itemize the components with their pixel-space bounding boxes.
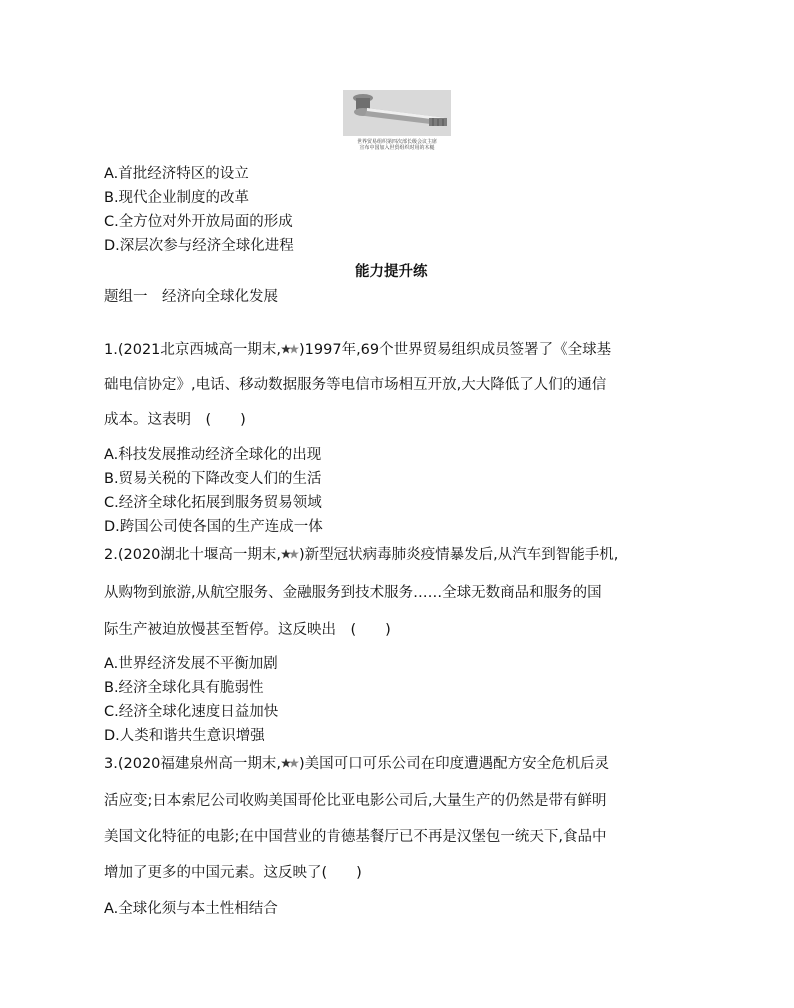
prev-option-d: D.深层次参与经济全球化进程: [104, 238, 294, 254]
gavel-photo: [343, 90, 451, 136]
question-3-text-1: )美国可口可乐公司在印度遭遇配方安全危机后灵: [299, 756, 610, 772]
question-1-option-d: D.跨国公司使各国的生产连成一体: [104, 519, 323, 535]
figure-caption: 世界贸易组织第四次部长级会议主席 宣布中国加入世贸组织时用的木槌: [356, 139, 437, 151]
question-2-option-b: B.经济全球化具有脆弱性: [104, 680, 264, 696]
prev-option-c: C.全方位对外开放局面的形成: [104, 214, 293, 230]
gavel-figure: [343, 90, 451, 158]
question-2-option-d: D.人类和谐共生意识增强: [104, 728, 265, 744]
question-3-line-4: 增加了更多的中国元素。这反映了( ): [104, 865, 362, 881]
question-1-option-c: C.经济全球化拓展到服务贸易领域: [104, 495, 322, 511]
group-title: 题组一 经济向全球化发展: [104, 289, 278, 305]
question-1-option-b: B.贸易关税的下降改变人们的生活: [104, 471, 322, 487]
question-3-line-3: 美国文化特征的电影;在中国营业的肯德基餐厅已不再是汉堡包一统天下,食品中: [104, 829, 607, 845]
question-2-source: 2.(2020湖北十堰高一期末,: [104, 547, 282, 563]
question-3-source: 3.(2020福建泉州高一期末,: [104, 756, 282, 772]
question-3-line-1: [104, 754, 609, 774]
question-1-line-3: 成本。这表明 ( ): [104, 412, 246, 428]
question-1-line-1: [104, 340, 611, 360]
question-2-text-1: )新型冠状病毒肺炎疫情暴发后,从汽车到智能手机,: [299, 547, 619, 563]
prev-option-b: B.现代企业制度的改革: [104, 190, 250, 206]
question-3-option-a: A.全球化须与本土性相结合: [104, 901, 278, 917]
question-2-line-3: 际生产被迫放慢甚至暂停。这反映出 ( ): [104, 622, 391, 638]
question-1-option-a: A.科技发展推动经济全球化的出现: [104, 447, 322, 463]
difficulty-stars-icon: [281, 548, 299, 560]
question-2-option-a: A.世界经济发展不平衡加剧: [104, 656, 278, 672]
prev-option-a: A.首批经济特区的设立: [104, 166, 249, 182]
section-title: 能力提升练: [355, 264, 428, 280]
question-2-option-c: C.经济全球化速度日益加快: [104, 704, 279, 720]
question-2-line-2: 从购物到旅游,从航空服务、金融服务到技术服务……全球无数商品和服务的国: [104, 585, 602, 601]
question-3-line-2: 活应变;日本索尼公司收购美国哥伦比亚电影公司后,大量生产的仍然是带有鲜明: [104, 793, 607, 809]
difficulty-stars-icon: [281, 757, 299, 769]
question-1-source: 1.(2021北京西城高一期末,: [104, 342, 282, 358]
gavel-icon: [343, 90, 451, 136]
question-1-text-1: )1997年,69个世界贸易组织成员签署了《全球基: [299, 342, 612, 358]
question-1-line-2: 础电信协定》,电话、移动数据服务等电信市场相互开放,大大降低了人们的通信: [104, 377, 607, 393]
question-2-line-1: [104, 545, 618, 565]
difficulty-stars-icon: [281, 343, 299, 355]
